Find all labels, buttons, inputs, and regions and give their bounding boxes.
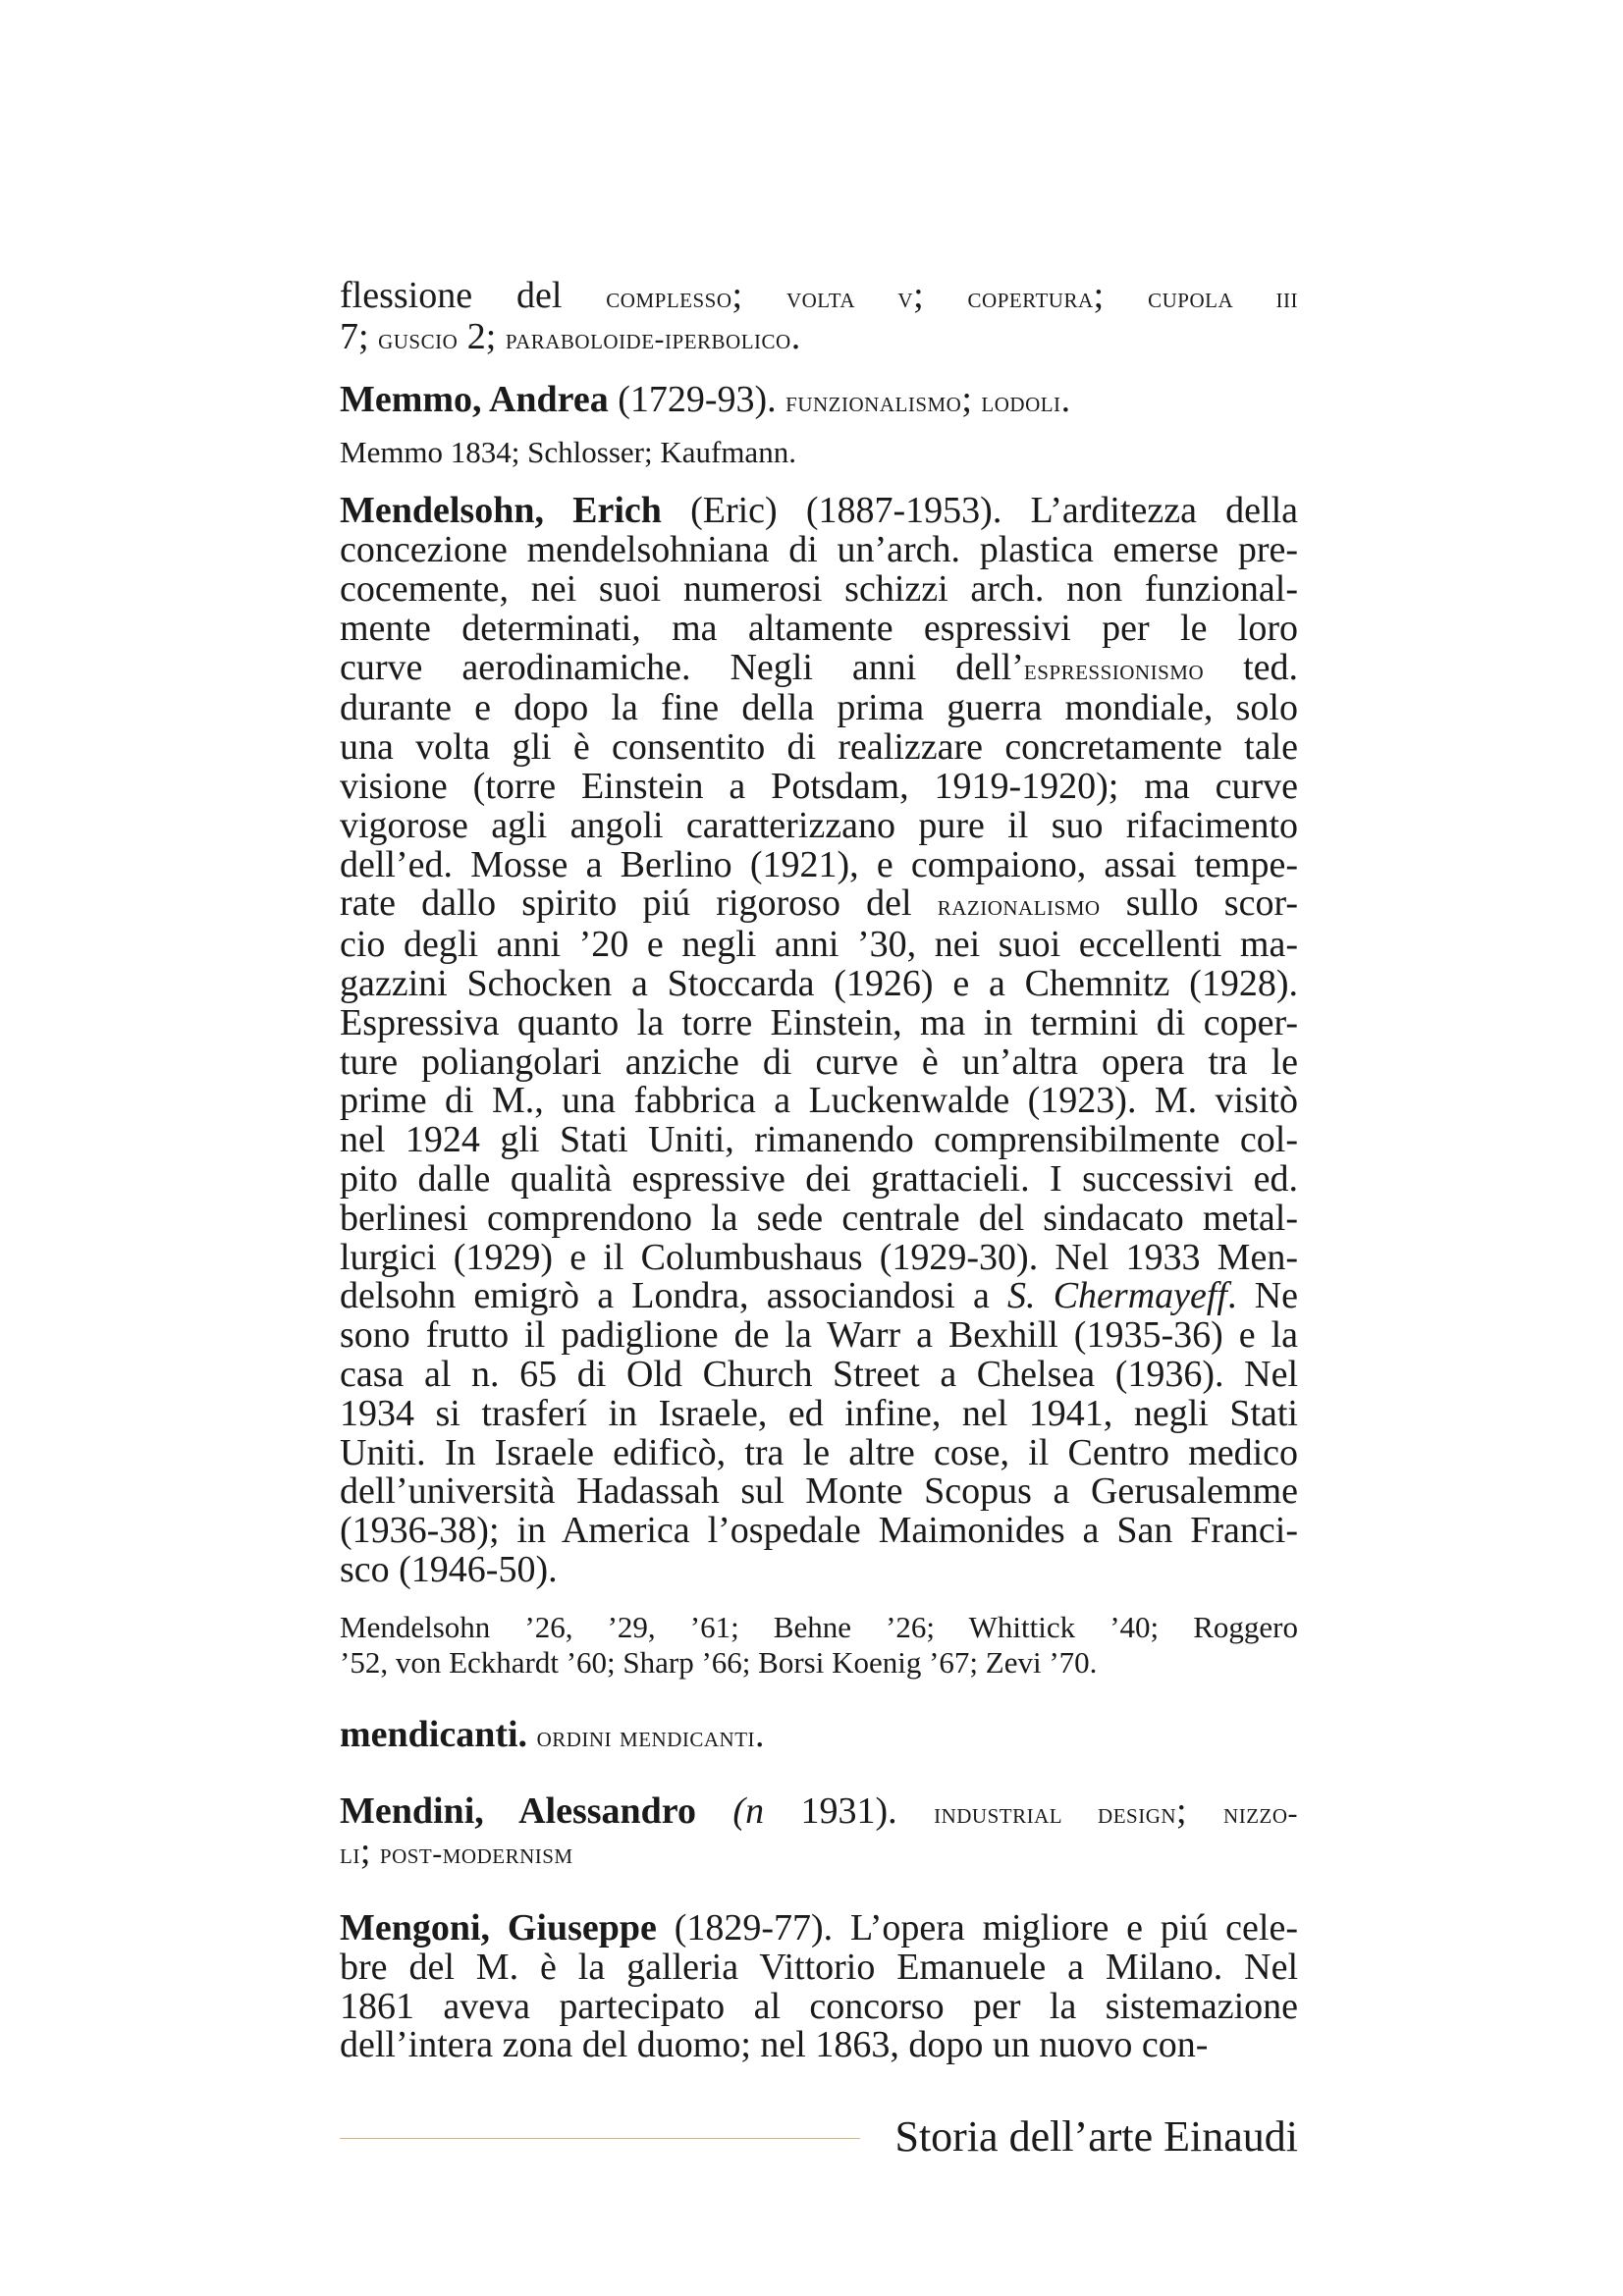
text-line: dell’università Hadassah sul Monte Scopus a Gerusalemme	[340, 1470, 1298, 1513]
text-line: 1934 si trasferí in Israele, ed infine, nel 1941, negli Stati	[340, 1392, 1298, 1434]
text-line: Memmo 1834; Schlosser; Kaufmann.	[340, 435, 796, 470]
page-body	[340, 277, 1298, 2065]
text-line: visione (torre Einstein a Potsdam, 1919-1920); ma curve	[340, 765, 1298, 807]
text-line: lurgici (1929) e il Columbushaus (1929-30). Nel 1933 Men-	[340, 1236, 1298, 1278]
text-line: dell’ed. Mosse a Berlino (1921), e compaiono, assai tempe-	[340, 843, 1298, 885]
entry-continuation	[340, 277, 1298, 359]
text-line: prime di M., una fabbrica a Luckenwalde (1923). M. visitò	[340, 1080, 1298, 1122]
entry-text	[340, 1789, 1299, 1875]
text-line: pito dalle qualità espressive dei grattacieli. I successivi ed.	[340, 1157, 1298, 1200]
text-line: cio degli anni ’20 e negli anni ’30, nei suoi eccellenti ma-	[340, 924, 1298, 966]
text-line: flessione del complesso; volta v; copertura; cupola iii	[340, 275, 1298, 316]
text-line: Memmo, Andrea (1729-93). funzionalismo; lodoli.	[340, 378, 1071, 420]
text-line: (1936-38); in America l’ospedale Maimonides a San Franci-	[340, 1510, 1298, 1552]
entry-bibliography	[340, 1610, 1298, 1681]
text-line: nel 1924 gli Stati Uniti, rimanendo comprensibilmente col-	[340, 1119, 1298, 1161]
entry-mengoni	[340, 1909, 1298, 2065]
text-line: dell’intera zona del duomo; nel 1863, dopo un nuovo con-	[340, 2024, 1209, 2066]
text-line: gazzini Schocken a Stoccarda (1926) e a Chemnitz (1928).	[340, 962, 1298, 1004]
text-line: cocemente, nei suoi numerosi schizzi arch. non funzional-	[340, 567, 1298, 610]
entry-text	[340, 492, 1298, 1589]
footer-title: Storia dell’arte Einaudi	[894, 2112, 1298, 2161]
text-line: sco (1946-50).	[340, 1548, 558, 1590]
entry-memmo	[340, 378, 1298, 471]
entry-text	[340, 1909, 1298, 2065]
page-footer	[340, 2112, 1298, 2171]
text-line: concezione mendelsohniana di un’arch. plastica emerse pre-	[340, 529, 1298, 571]
text-line: curve aerodinamiche. Negli anni dell’espressionismo ted.	[340, 646, 1298, 688]
text-line: mente determinati, ma altamente espressivi per le loro	[340, 607, 1298, 649]
text-line: durante e dopo la fine della prima guerra mondiale, solo	[340, 687, 1298, 729]
footer-rule	[340, 2138, 860, 2139]
text-line: una volta gli è consentito di realizzare concretamente tale	[340, 726, 1298, 769]
text-line: sono frutto il padiglione de la Warr a Bexhill (1935-36) e la	[340, 1314, 1298, 1357]
entry-bibliography	[340, 435, 1298, 470]
text-line: Mendelsohn, Erich (Eric) (1887-1953). L’arditezza della	[340, 490, 1298, 532]
text-line: rate dallo spirito piú rigoroso del razionalismo sullo scor-	[340, 882, 1298, 925]
text-line: vigorose agli angoli caratterizzano pure il suo rifacimento	[340, 804, 1298, 846]
text-line: Mengoni, Giuseppe (1829-77). L’opera migliore e piú cele-	[340, 1907, 1298, 1949]
text-line: Uniti. In Israele edificò, tra le altre cose, il Centro medico	[340, 1431, 1298, 1473]
text-line: Mendelsohn ’26, ’29, ’61; Behne ’26; Whittick ’40; Roggero	[340, 1609, 1298, 1644]
text-line: 7; guscio 2; paraboloide-iperbolico.	[340, 315, 801, 357]
entry-mendelsohn	[340, 492, 1298, 1680]
entry-mendini	[340, 1789, 1299, 1875]
text-line: mendicanti. ordini mendicanti.	[340, 1713, 765, 1755]
text-line: ’52, von Eckhardt ’60; Sharp ’66; Borsi Koenig ’67; Zevi ’70.	[340, 1644, 1098, 1680]
text-line: berlinesi comprendono la sede centrale del sindacato metal-	[340, 1197, 1298, 1239]
text-line: bre del M. è la galleria Vittorio Emanuele a Milano. Nel	[340, 1946, 1298, 1988]
entry-text	[340, 378, 1298, 422]
text-line: 1861 aveva partecipato al concorso per la sistemazione	[340, 1985, 1298, 2027]
entry-mendicanti	[340, 1713, 1298, 1757]
text-line: delsohn emigrò a Londra, associandosi a S. Chermayeff. Ne	[340, 1275, 1298, 1317]
entry-text	[340, 1713, 1298, 1757]
text-line: Espressiva quanto la torre Einstein, ma in termini di coper-	[340, 1001, 1298, 1043]
text-line: li; post-modernism	[340, 1831, 573, 1873]
text-line: Mendini, Alessandro (n 1931). industrial design; nizzo-	[340, 1789, 1299, 1832]
text-line: ture poliangolari anziche di curve è un’altra opera tra le	[340, 1041, 1298, 1083]
text-line: casa al n. 65 di Old Church Street a Chelsea (1936). Nel	[340, 1353, 1298, 1395]
entry-text	[340, 277, 1298, 359]
